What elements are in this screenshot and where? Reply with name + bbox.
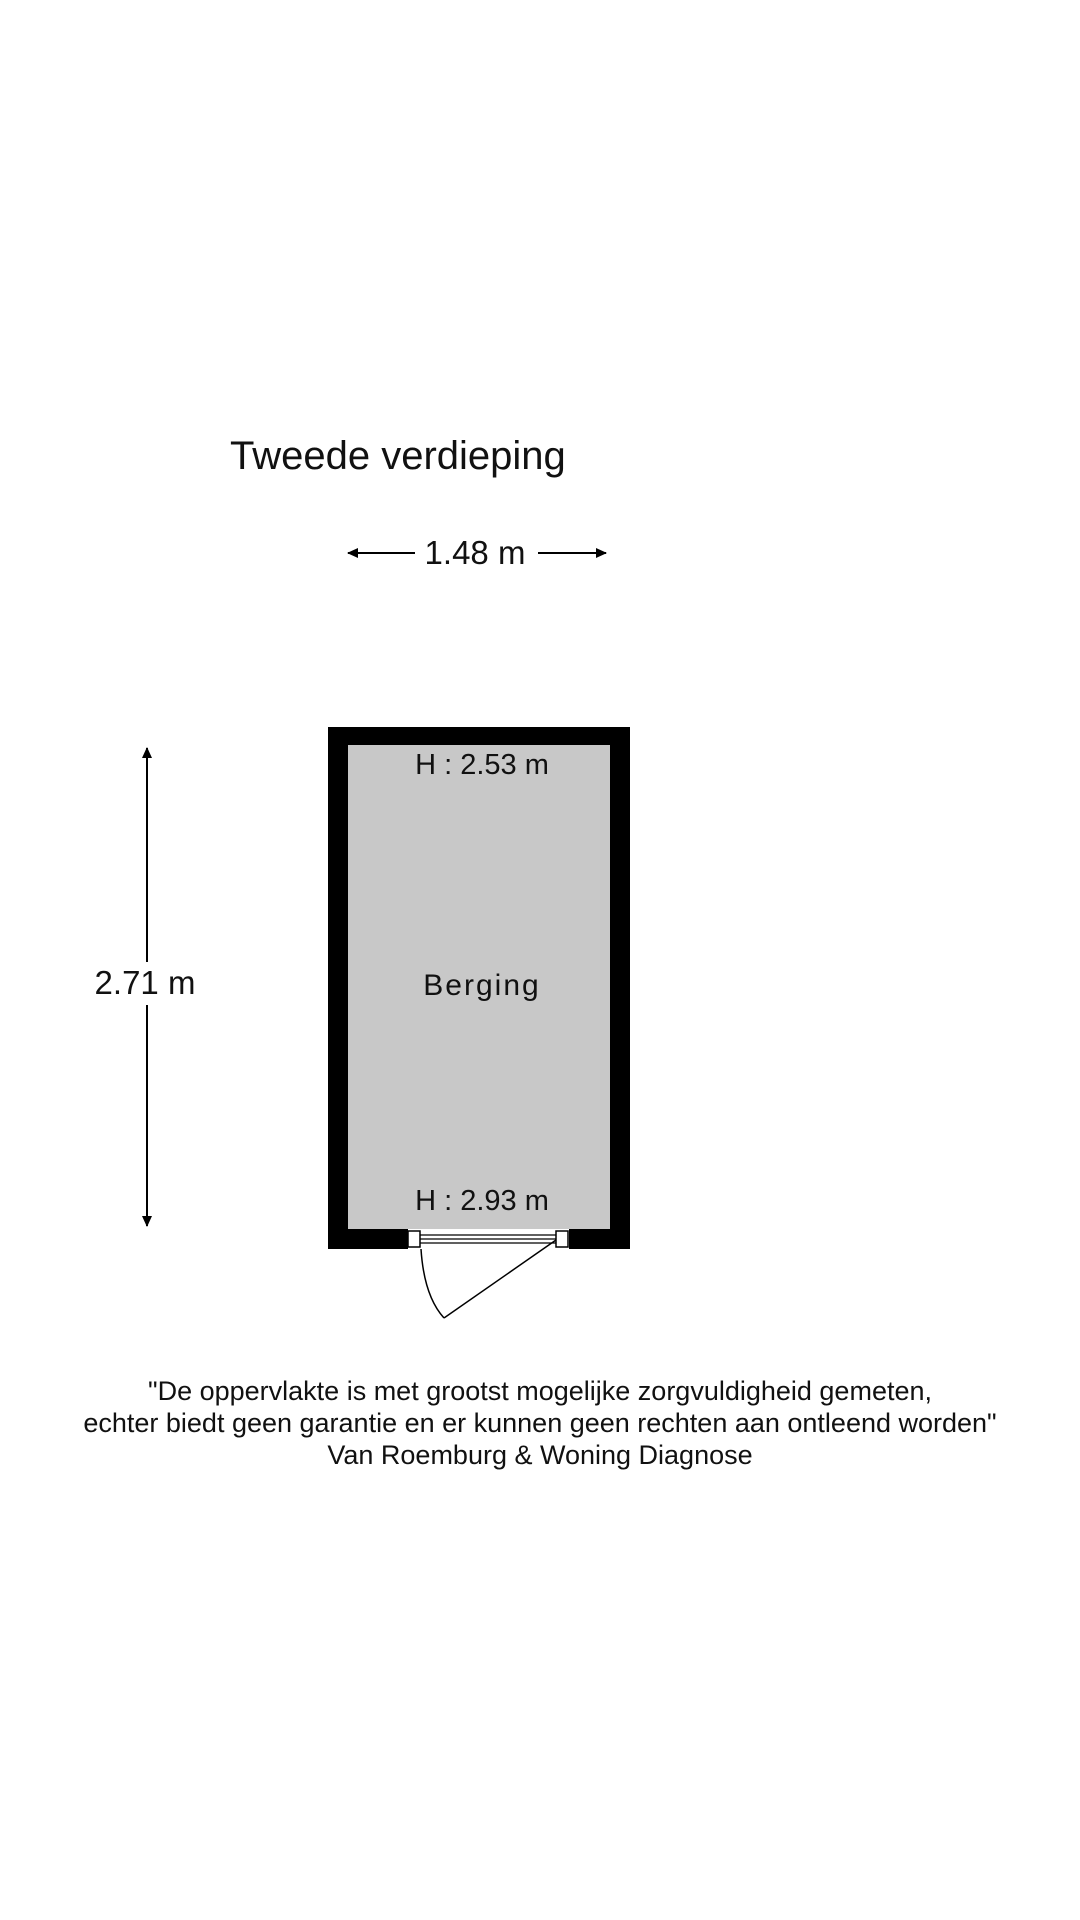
disclaimer <box>0 1375 1080 1471</box>
disclaimer-line-1: "De oppervlakte is met grootst mogelijke zorgvuldigheid gemeten, <box>148 1376 932 1406</box>
disclaimer-company: Van Roemburg & Woning Diagnose <box>327 1440 753 1470</box>
width-dimension-label: 1.48 m <box>424 534 526 571</box>
door-swing-arc <box>421 1249 444 1318</box>
door-leaf <box>444 1240 556 1318</box>
door <box>408 1229 569 1318</box>
ceiling-height-bottom-label: H : 2.93 m <box>415 1185 549 1217</box>
disclaimer-line-2: echter biedt geen garantie en er kunnen geen rechten aan ontleend worden" <box>83 1408 997 1438</box>
floor-title: Tweede verdieping <box>230 434 566 478</box>
depth-dimension-label: 2.71 m <box>70 963 220 1003</box>
ceiling-height-top-label: H : 2.53 m <box>415 749 549 781</box>
room-name-label: Berging <box>423 969 541 1002</box>
